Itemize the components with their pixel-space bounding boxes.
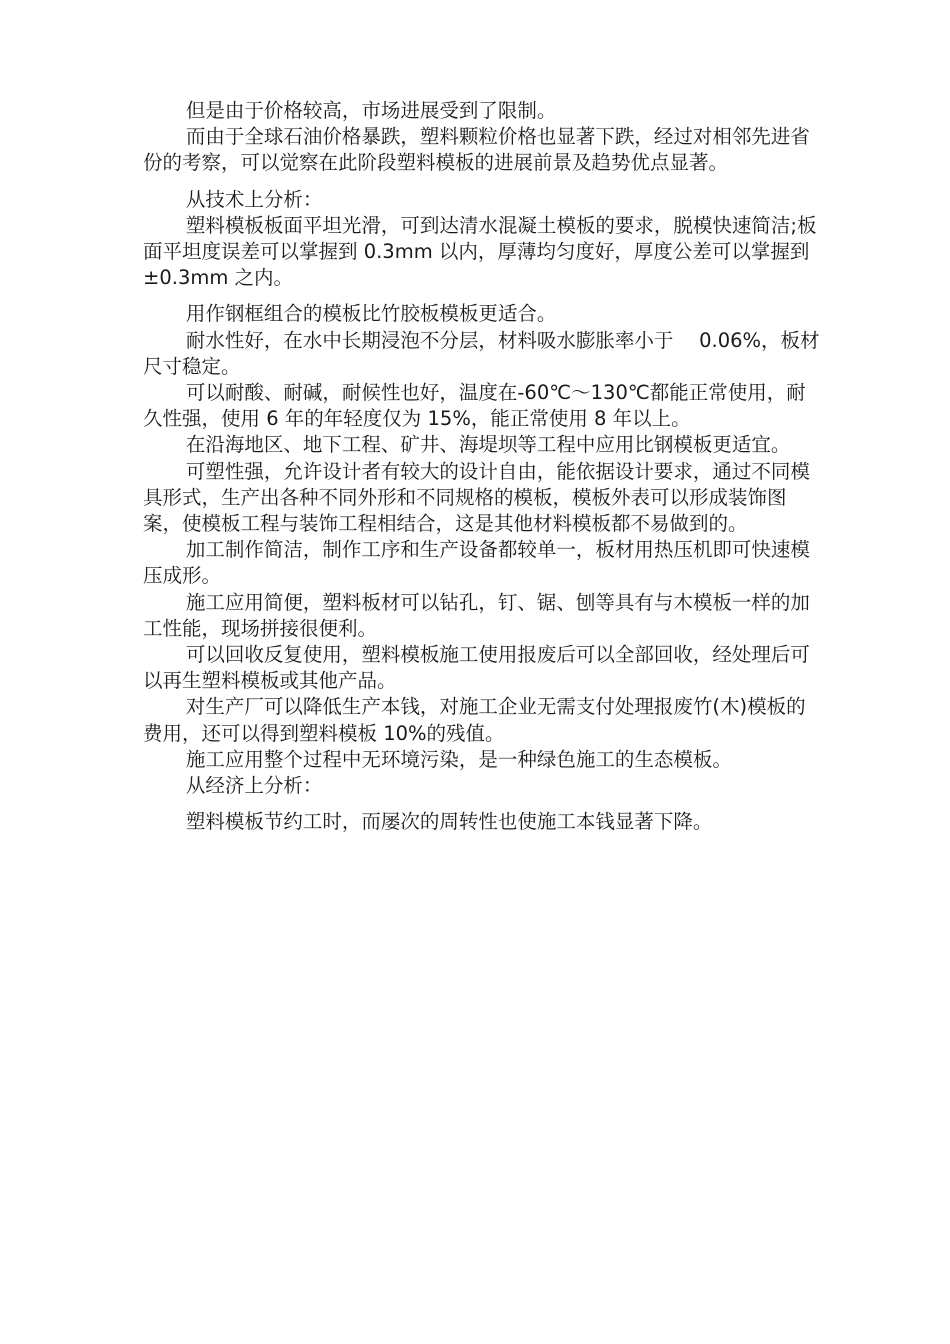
paragraph: 用作钢框组合的模板比竹胶板模板更适合。 <box>185 302 557 326</box>
paragraph: 对生产厂可以降低生产本钱，对施工企业无需支付处理报废竹(木)模板的费用，还可以得到塑料模板 10%的残值。 <box>143 695 806 745</box>
paragraph: 塑料模板板面平坦光滑，可到达清水混凝土模板的要求，脱模快速简洁;板面平坦度误差可以掌握到 0.3mm 以内，厚薄均匀度好，厚度公差可以掌握到±0.3mm 之内。 <box>143 213 817 290</box>
paragraph: 施工应用整个过程中无环境污染，是一种绿色施工的生态模板。 <box>185 747 732 771</box>
document-body <box>143 98 823 835</box>
paragraph: 耐水性好，在水中长期浸泡不分层，材料吸水膨胀率小于 0.06%，板材尺寸稳定。 <box>143 328 820 378</box>
paragraph: 可以回收反复使用，塑料模板施工使用报废后可以全部回收，经处理后可以再生塑料模板或其他产品。 <box>143 643 810 693</box>
paragraph: 而由于全球石油价格暴跌，塑料颗粒价格也显著下跌，经过对相邻先进省份的考察，可以觉察在此阶段塑料模板的进展前景及趋势优点显著。 <box>143 125 810 175</box>
paragraph: 施工应用简便，塑料板材可以钻孔，钉、锯、刨等具有与木模板一样的加工性能，现场拼接很便利。 <box>143 590 810 640</box>
section-heading-technical: 从技术上分析： <box>185 187 323 211</box>
paragraph: 但是由于价格较高，市场进展受到了限制。 <box>185 99 557 122</box>
section-heading-economic: 从经济上分析： <box>185 774 323 798</box>
paragraph: 塑料模板节约工时，而屡次的周转性也使施工本钱显著下降。 <box>185 810 713 834</box>
paragraph: 可塑性强，允许设计者有较大的设计自由，能依据设计要求，通过不同模具形式，生产出各种不同外形和不同规格的模板，模板外表可以形成装饰图案，使模板工程与装饰工程相结合，这是其他材料模板都不易做到的。 <box>143 459 810 536</box>
paragraph: 在沿海地区、地下工程、矿井、海堤坝等工程中应用比钢模板更适宜。 <box>185 433 791 457</box>
paragraph: 加工制作简洁，制作工序和生产设备都较单一，板材用热压机即可快速模压成形。 <box>143 538 810 588</box>
paragraph: 可以耐酸、耐碱，耐候性也好，温度在-60℃～130℃都能正常使用，耐久性强，使用 6 年的年轻度仅为 15%，能正常使用 8 年以上。 <box>143 381 806 431</box>
